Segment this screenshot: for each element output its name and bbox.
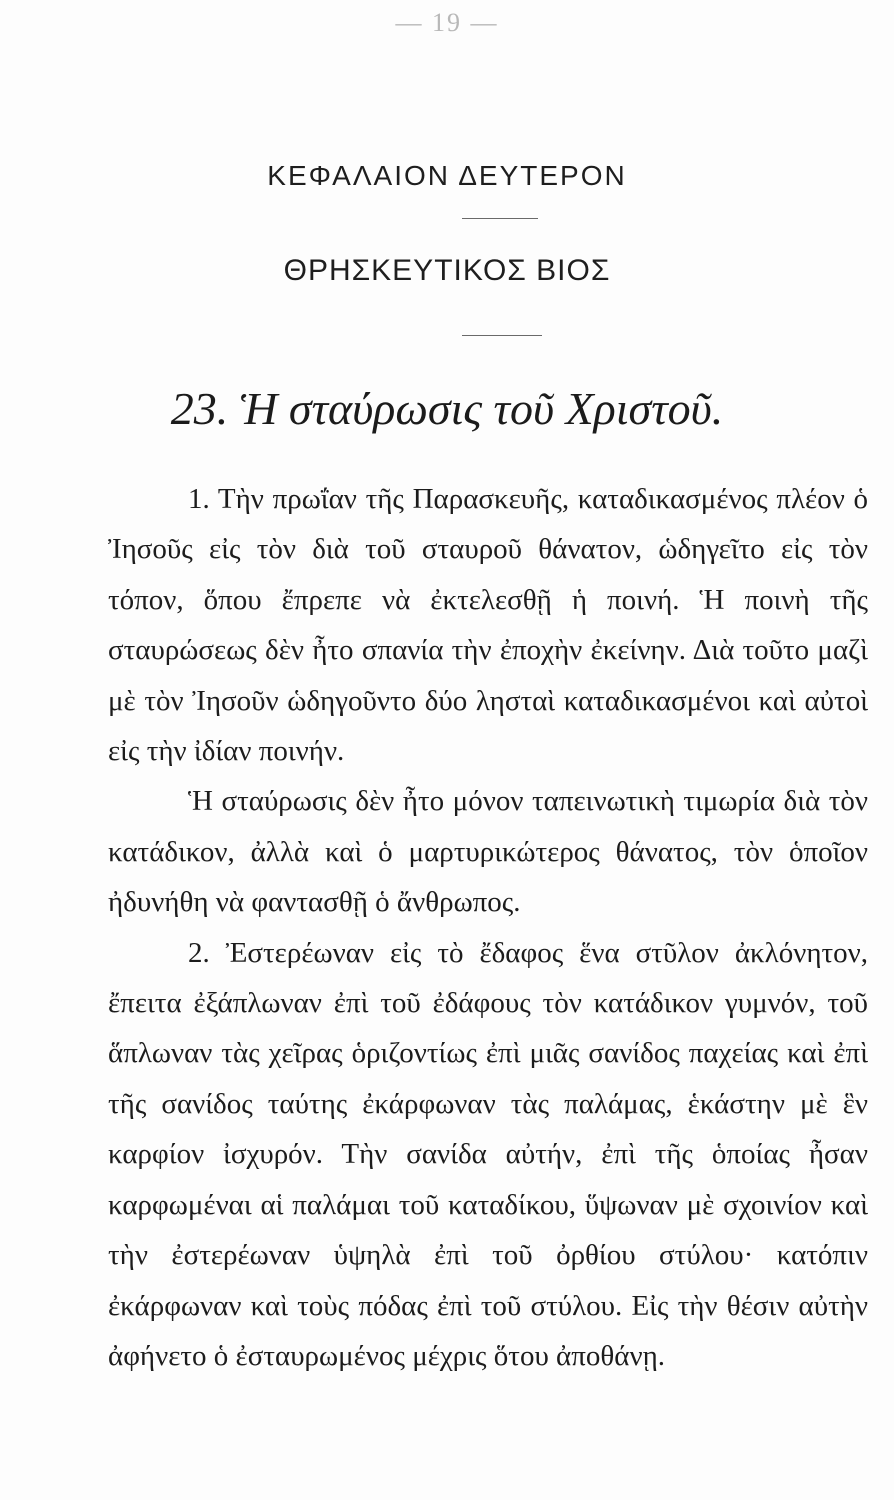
divider-rule (462, 335, 542, 336)
paragraph: 2. Ἐστερέωναν εἰς τὸ ἔδαφος ἕνα στῦλον ἀκλόνητον, ἔπειτα ἐξάπλωναν ἐπὶ τοῦ ἐδάφους τὸν κατάδικον γυμνόν, τοῦ ἅπλωναν τὰς χεῖρας ὁριζοντίως ἐπὶ μιᾶς σανίδος παχείας καὶ ἐπὶ τῆς σανίδος ταύτης ἐκάρφωναν τὰς παλάμας, ἑκάστην μὲ ἓν καρφίον ἰσχυρόν. Τὴν σανίδα αὐτήν, ἐπὶ τῆς ὁποίας ἦσαν καρφωμέναι αἱ παλάμαι τοῦ καταδίκου, ὕψωναν μὲ σχοινίον καὶ τὴν ἐστερέωναν ὑψηλὰ ἐπὶ τοῦ ὀρθίου στύλου· κατόπιν ἐκάρφωναν καὶ τοὺς πόδας ἐπὶ τοῦ στύλου. Εἰς τὴν θέσιν αὐτὴν ἀφήνετο ὁ ἐσταυρωμένος μέχρις ὅτου ἀποθάνῃ. (108, 936, 868, 1372)
section-heading: 23. Ἡ σταύρωσις τοῦ Χριστοῦ. (170, 383, 724, 434)
chapter-label: ΚΕΦΑΛΑΙΟΝ ΔΕΥΤΕΡΟΝ (267, 160, 627, 191)
divider-rule (462, 218, 538, 219)
body-text (108, 474, 868, 1381)
paragraph: 1. Τὴν πρωΐαν τῆς Παρασκευῆς, καταδικασμένος πλέον ὁ Ἰησοῦς εἰς τὸν διὰ τοῦ σταυροῦ θάνατον, ὡδηγεῖτο εἰς τὸν τόπον, ὅπου ἔπρεπε νὰ ἐκτελεσθῇ ἡ ποινή. Ἡ ποινὴ τῆς σταυρώσεως δὲν ἦτο σπανία τὴν ἐποχὴν ἐκείνην. Διὰ τοῦτο μαζὶ μὲ τὸν Ἰησοῦν ὡδηγοῦντο δύο λησταὶ καταδικασμένοι καὶ αὐτοὶ εἰς τὴν ἰδίαν ποινήν. (108, 483, 868, 768)
page-number: — 19 — (395, 8, 499, 37)
paragraph: Ἡ σταύρωσις δὲν ἦτο μόνον ταπεινωτικὴ τιμωρία διὰ τὸν κατάδικον, ἀλλὰ καὶ ὁ μαρτυρικώτερος θάνατος, τὸν ὁποῖον ἠδυνήθη νὰ φαντασθῇ ὁ ἄνθρωπος. (108, 785, 868, 919)
chapter-title: ΘΡΗΣΚΕΥΤΙΚΟΣ ΒΙΟΣ (283, 254, 611, 287)
